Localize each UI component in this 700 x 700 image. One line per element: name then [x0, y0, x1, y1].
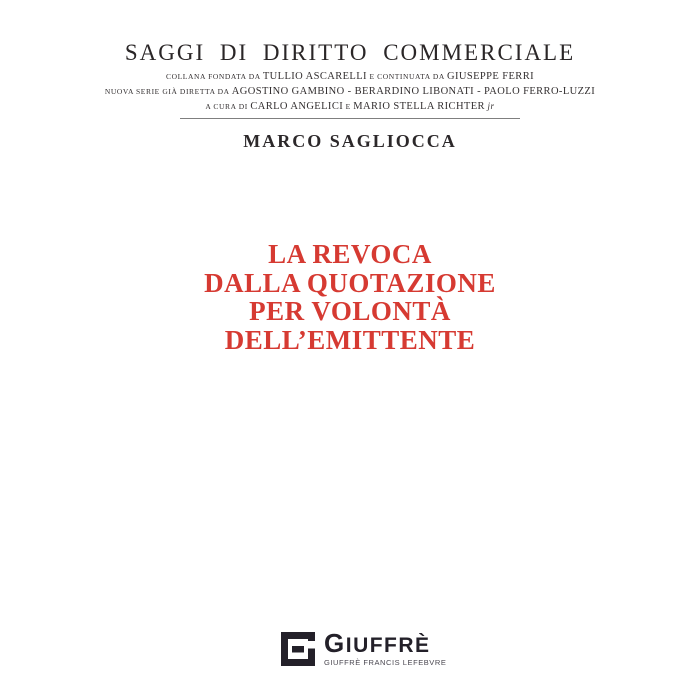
- publisher-tagline: GIUFFRÈ FRANCIS LEFEBVRE: [324, 658, 447, 667]
- publisher-wordmark: [324, 628, 447, 667]
- edited-name-1: CARLO ANGELICI: [250, 101, 344, 112]
- edited-name-2: MARIO STELLA RICHTER: [353, 101, 485, 112]
- title-line-1: LA REVOCA: [268, 239, 432, 269]
- founded-connector: E CONTINUATA DA: [369, 72, 445, 81]
- series-directed-line: [0, 85, 700, 100]
- header-divider: [180, 118, 520, 119]
- founded-prefix: COLLANA FONDATA DA: [165, 72, 261, 81]
- title-line-4: DELL’EMITTENTE: [224, 324, 476, 355]
- publisher-name: GIUFFRÈ: [324, 628, 431, 658]
- publisher-logo: [281, 628, 447, 667]
- series-edited-line: [0, 99, 700, 115]
- title-line-2: DALLA QUOTAZIONE: [204, 267, 496, 298]
- giuffre-logo-icon: [281, 632, 315, 666]
- author-name: MARCO SAGLIOCCA: [243, 131, 457, 151]
- edited-connector: E: [345, 102, 351, 111]
- series-credits: [0, 70, 700, 115]
- edited-prefix: A CURA DI: [205, 102, 248, 111]
- founded-name-1: TULLIO ASCARELLI: [262, 71, 367, 82]
- title-line-3: PER VOLONTÀ: [249, 296, 451, 326]
- directed-names: AGOSTINO GAMBINO - BERARDINO LIBONATI - PAOLO FERRO-LUZZI: [231, 85, 596, 97]
- series-header: [0, 40, 700, 119]
- series-title: SAGGI DI DIRITTO COMMERCIALE: [124, 40, 576, 65]
- edited-suffix-jr: jr: [487, 101, 495, 111]
- founded-name-2: GIUSEPPE FERRI: [447, 71, 534, 82]
- book-title: [0, 240, 700, 354]
- series-founded-line: [0, 70, 700, 85]
- directed-prefix: NUOVA SERIE GIÀ DIRETTA DA: [104, 86, 230, 96]
